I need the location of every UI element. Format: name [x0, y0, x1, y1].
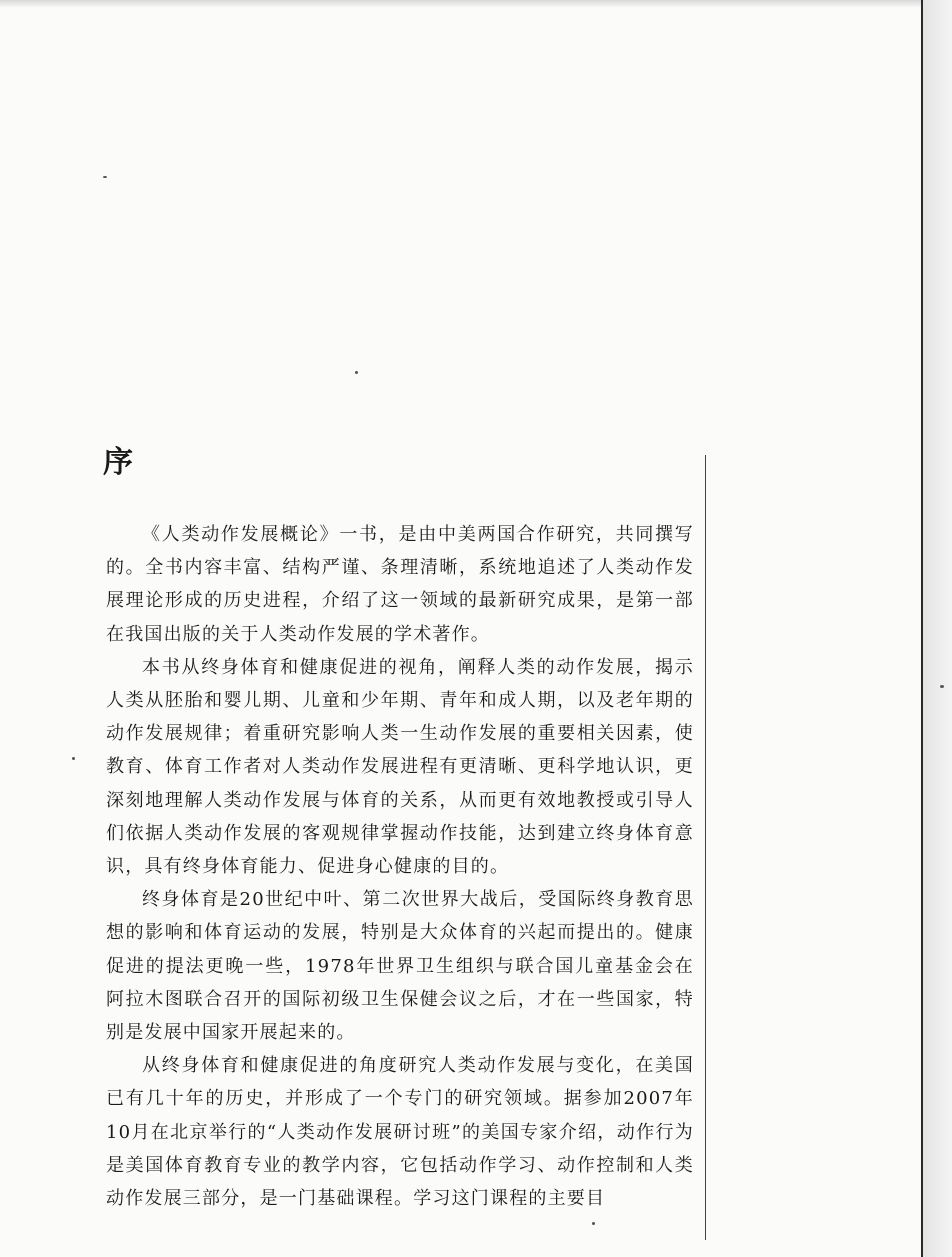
- section-title: 序: [103, 445, 133, 480]
- scan-speck: [103, 176, 107, 178]
- paragraph-1: 《人类动作发展概论》一书，是由中美两国合作研究，共同撰写的。全书内容丰富、结构严谨、条理清晰，系统地追述了人类动作发展理论形成的历史进程，介绍了这一领域的最新研究成果，是第一部在我国出版的关于人类动作发展的学术著作。: [106, 524, 694, 645]
- paragraph-3: 终身体育是20世纪中叶、第二次世界大战后，受国际终身教育思想的影响和体育运动的发展，特别是大众体育的兴起而提出的。健康促进的提法更晚一些，1978年世界卫生组织与联合国儿童基金会在阿拉木图联合召开的国际初级卫生保健会议之后，才在一些国家，特别是发展中国家开展起来的。: [106, 889, 694, 1044]
- scan-speck: [72, 757, 75, 760]
- scan-speck: [592, 1222, 595, 1225]
- paragraph-4: 从终身体育和健康促进的角度研究人类动作发展与变化，在美国已有几十年的历史，并形成了一个专门的研究领域。据参加2007年10月在北京举行的“人类动作发展研讨班”的美国专家介绍，动作行为是美国体育教育专业的教学内容，它包括动作学习、动作控制和人类动作发展三部分，是一门基础课程。学习这门课程的主要目: [106, 1055, 694, 1210]
- scan-speck: [940, 685, 944, 688]
- body-text: [106, 518, 694, 1215]
- paragraph-2: 本书从终身体育和健康促进的视角，阐释人类的动作发展，揭示人类从胚胎和婴儿期、儿童和少年期、青年和成人期，以及老年期的动作发展规律；着重研究影响人类一生动作发展的重要相关因素，使教育、体育工作者对人类动作发展进程有更清晰、更科学地认识，更深刻地理解人类动作发展与体育的关系，从而更有效地教授或引导人们依据人类动作发展的客观规律掌握动作技能，达到建立终身体育意识，具有终身体育能力、促进身心健康的目的。: [106, 656, 694, 878]
- scan-speck: [355, 371, 358, 374]
- page-top-edge: [0, 0, 952, 8]
- content-rule-line: [705, 455, 706, 1240]
- page-right-margin: [923, 0, 952, 1257]
